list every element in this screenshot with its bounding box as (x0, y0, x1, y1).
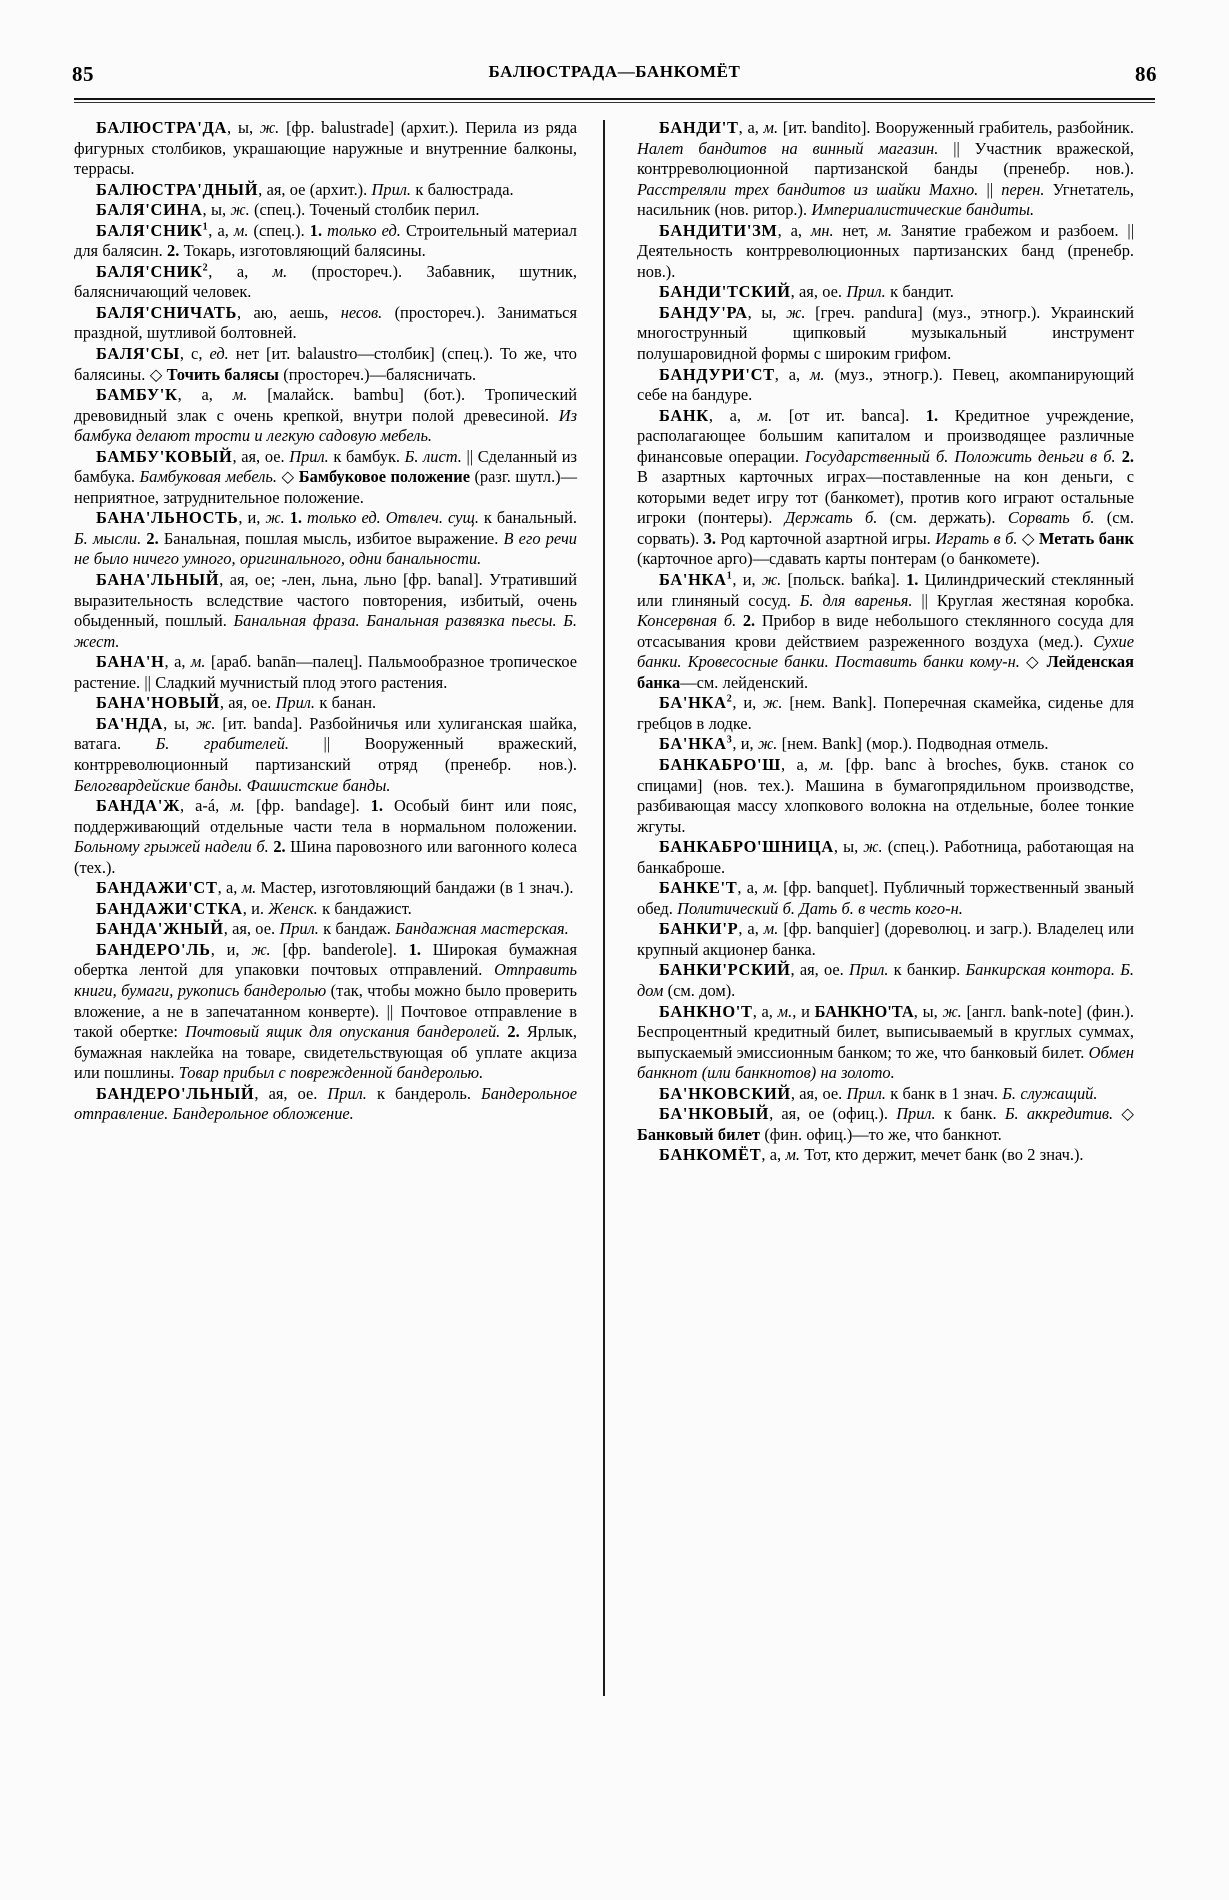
entry-headword: БАМБУ'КОВЫЙ (96, 446, 233, 466)
dictionary-entry (74, 385, 577, 447)
entry-headword: БАЛЯ'СИНА (96, 200, 203, 220)
dictionary-entry (74, 262, 577, 303)
entry-definition: , аю, аешь, несов. (простореч.). Заниматься праздной, шутливой болтовней. (74, 302, 577, 343)
entry-definition: , ая, ое. Прил. к бамбук. Б. лист. || Сделанный из бамбука. Бамбуковая мебель. ◇ Бамбуковое положение (разг. шутл.)—неприятное, затруднительное положение. (74, 446, 578, 507)
entry-definition: , и, ж. 1. только ед. Отвлеч. сущ. к банальный. Б. мысли. 2. Банальная, пошлая мысль, избитое выражение. В его речи не было ничего умного, оригинального, одни банальности. (74, 508, 577, 569)
entry-headword: БАНКИ'РСКИЙ (659, 960, 791, 980)
dictionary-entry (637, 118, 1134, 221)
entry-definition: , а, мн. нет, м. Занятие грабежом и разбоем. || Деятельность контрреволюционных партизанских банд (пренебр. нов.). (637, 220, 1134, 281)
entry-headword: БАНКНО'Т (659, 1001, 753, 1021)
entry-headword: БАНДАЖИ'СТКА (96, 898, 243, 918)
entry-definition: , ы, ж. (спец.). Точеный столбик перил. (202, 200, 480, 220)
dictionary-entry (74, 919, 577, 940)
running-title: БАЛЮСТРАДА—БАНКОМЁТ (488, 62, 741, 81)
entry-headword: БАМБУ'К (96, 385, 178, 405)
entry-definition: , ы, ж. [ит. banda]. Разбойничья или хулиганская шайка, ватага. Б. грабителей. || Вооруженный вражеский, контрреволюционный партизанский отряд (пренебр. нов.). Белогвардейские банды. Фашистские банды. (74, 713, 577, 795)
entry-headword: БАЛЯ'СНИК$^2$ (96, 261, 209, 281)
dictionary-entry (74, 899, 577, 920)
entry-definition: , ая, ое (офиц.). Прил. к банк. Б. аккредитив. ◇ Банковый билет (фин. офиц.)—то же, что банкнот. (637, 1104, 1135, 1144)
entry-headword: БАЛЮСТРА'ДНЫЙ (96, 179, 259, 199)
entry-definition: , и, ж. [нем. Bank] (мор.). Подводная отмель. (732, 734, 1049, 754)
entry-definition: , ая, ое. Прил. к бандаж. Бандажная мастерская. (223, 919, 569, 939)
entry-definition: , и, ж. [фр. banderole]. 1. Широкая бумажная обертка лентой для упаковки почтовых отправлений. Отправить книги, бумаги, рукопись бандеролью (так, чтобы можно было проверить вложение, а не в запечатанном конверте). || Почтовое отправление в такой обертке: Почтовый ящик для опускания бандеролей. 2. Ярлык, бумажная наклейка на товаре, свидетельствующая об уплате акциза или пошлины. Товар прибыл с поврежденной бандеролью. (74, 939, 577, 1083)
entry-definition: , ая, ое. Прил. к банк в 1 знач. Б. служащий. (790, 1083, 1098, 1103)
dictionary-entry (637, 837, 1134, 878)
dictionary-entry (637, 1084, 1134, 1105)
dictionary-entry (637, 282, 1134, 303)
entry-headword: БАНДИТИ'ЗМ (659, 220, 778, 240)
dictionary-entry (637, 406, 1134, 570)
entry-headword: БАЛЯ'СНИК$^1$ (96, 220, 209, 240)
entry-definition: , ы, ж. [фр. balustrade] (архит.). Перила из ряда фигурных столбиков, украшающие наружные и внутренние балконы, террасы. (74, 118, 578, 179)
dictionary-entry (637, 693, 1134, 734)
entry-headword: БА'НКА$^2$ (659, 693, 733, 713)
column-left (74, 118, 593, 1848)
column-right (615, 118, 1134, 1848)
dictionary-entry (74, 796, 577, 878)
entry-headword: БАЛЯ'СНИЧАТЬ (96, 302, 237, 322)
entry-headword: БА'НКОВЫЙ (659, 1104, 770, 1124)
header-rule-thick (74, 98, 1155, 100)
entry-headword: БАНДИ'Т (659, 118, 739, 137)
column-divider (603, 120, 605, 1696)
entry-definition: , а, м. [от ит. banca]. 1. Кредитное учреждение, располагающее большим капиталом и производящее различные финансовые операции. Государственный б. Положить деньги в б. 2. В азартных карточных играх—поставленные на кон деньги, с которыми ведет игру тот (банкомет), против кого играют остальные игроки (понтеры). Держать б. (см. держать). Сорвать б. (см. сорвать). 3. Род карточной азартной игры. Играть в б. ◇ Метать банк (карточное арго)—сдавать карты понтерам (о банкомете). (637, 405, 1134, 569)
dictionary-entry (637, 1002, 1134, 1084)
dictionary-entry (74, 1084, 577, 1125)
dictionary-entry (637, 734, 1134, 755)
entry-headword: БАНКИ'Р (659, 919, 739, 939)
entry-definition: , ая, ое. Прил. к бандит. (790, 282, 954, 302)
header-rule-thin (74, 102, 1155, 103)
entry-headword: БА'НКА$^1$ (659, 570, 733, 590)
dictionary-entry (74, 118, 577, 180)
entry-headword: БА'НКА$^3$ (659, 734, 733, 754)
entry-definition: , ая, ое; -лен, льна, льно [фр. banal]. Утративший выразительность вследствие частого повторения, избитый, очень обыденный, пошлый. Банальная фраза. Банальная развязка пьесы. Б. жест. (74, 570, 577, 651)
dictionary-entry (637, 221, 1134, 283)
entry-definition: , ая, ое. Прил. к банкир. Банкирская контора. Б. дом (см. дом). (637, 960, 1134, 1000)
entry-definition: , а, м. (простореч.). Забавник, шутник, балясничающий человек. (74, 261, 577, 302)
entry-headword: БАНДУРИ'СТ (659, 364, 775, 384)
dictionary-entry (74, 693, 577, 714)
running-head (72, 62, 1157, 92)
entry-headword: БАНДИ'ТСКИЙ (659, 282, 791, 302)
entry-headword: БАНДЕРО'ЛЬ (96, 939, 211, 959)
dictionary-entry (74, 570, 577, 652)
entry-headword: БА'НКОВСКИЙ (659, 1083, 791, 1103)
entry-definition: , и, ж. [польск. bańka]. 1. Цилиндрический стеклянный или глиняный сосуд. Б. для варенья. || Круглая жестяная коробка. Консервная б. 2. Прибор в виде небольшого стеклянного сосуда для отсасывания крови действием разреженного воздуха (мед.). Сухие банки. Кровесосные банки. Поставить банки кому-н. ◇ Лейденская банка—см. лейденский. (637, 570, 1134, 692)
entry-headword: БАНА'ЛЬНЫЙ (96, 570, 220, 590)
entry-headword: БАЛЮСТРА'ДА (96, 118, 228, 137)
entry-headword: БАЛЯ'СЫ (96, 344, 180, 364)
dictionary-entry (74, 652, 577, 693)
entry-headword: БАНДЕРО'ЛЬНЫЙ (96, 1083, 255, 1103)
entry-definition: , а, м. [араб. banān—палец]. Пальмообразное тропическое растение. || Сладкий мучнистый плод этого растения. (74, 652, 577, 692)
header-rule (74, 98, 1155, 104)
entry-headword: БАНКАБРО'ШНИЦА (659, 837, 834, 857)
entry-headword: БАНДА'ЖНЫЙ (96, 919, 224, 939)
entry-headword: БАНА'ЛЬНОСТЬ (96, 508, 239, 528)
entry-definition: , а, м. [ит. bandito]. Вооруженный грабитель, разбойник. Налет бандитов на винный магазин. || Участник вражеской, контрреволюционной партизанской банды (пренебр. нов.). Расстреляли трех бандитов из шайки Махно. || перен. Угнетатель, насильник (нов. ритор.). Империалистические бандиты. (637, 118, 1134, 220)
entry-definition: , ая, ое. Прил. к бандероль. Бандерольное отправление. Бандерольное обложение. (74, 1083, 577, 1124)
entry-headword: БАНА'НОВЫЙ (96, 693, 220, 713)
entry-definition: , а, м. [фр. banc à broches, букв. станок со спицами] (нов. тех.). Машина в бумагопрядильном производстве, разбивающая массу хлопкового волокна на отдельные, более тонкие жгуты. (637, 754, 1135, 836)
folio-right: 86 (1135, 62, 1157, 86)
dictionary-entry (637, 570, 1134, 693)
dictionary-entry (74, 447, 577, 509)
entry-headword: БА'НДА (96, 713, 164, 733)
dictionary-entry (637, 1145, 1134, 1166)
entry-definition: , с, ед. нет [ит. balaustro—столбик] (спец.). То же, что балясины. ◇ Точить балясы (простореч.)—балясничать. (74, 344, 577, 384)
entry-definition: , а, м. Тот, кто держит, мечет банк (во 2 знач.). (761, 1145, 1084, 1165)
dictionary-entry (74, 344, 577, 385)
dictionary-entry (637, 365, 1134, 406)
entry-definition: , а, м. [фр. banquet]. Публичный торжественный званый обед. Политический б. Дать б. в честь кого-н. (637, 878, 1135, 918)
dictionary-entry (74, 508, 577, 570)
entry-definition: , а, м. (муз., этногр.). Певец, акомпанирующий себе на бандуре. (637, 364, 1134, 405)
entry-definition: , и. Женск. к бандажист. (242, 898, 412, 918)
entry-definition: , ая, ое (архит.). Прил. к балюстрада. (258, 179, 514, 199)
entry-headword: БАНДАЖИ'СТ (96, 878, 218, 898)
entry-definition: , а, м., и БАНКНО'ТА, ы, ж. [англ. bank-note] (фин.). Беспроцентный кредитный билет, выписываемый в круглых суммах, выпускаемый эмиссионным банком; то же, что банковый билет. Обмен банкнот (или банкнотов) на золото. (637, 1001, 1134, 1083)
entry-headword: БАНКОМЁТ (659, 1145, 762, 1165)
entry-headword: БАНК (659, 405, 709, 425)
dictionary-entry (74, 303, 577, 344)
entry-definition: , а, м. [фр. banquier] (дореволюц. и загр.). Владелец или крупный акционер банка. (637, 919, 1134, 959)
dictionary-entry (637, 303, 1134, 365)
entry-headword: БАНДА'Ж (96, 796, 180, 816)
dictionary-entry (637, 1104, 1134, 1145)
dictionary-entry (74, 878, 577, 899)
entry-headword: БАНКАБРО'Ш (659, 754, 781, 774)
dictionary-entry (74, 714, 577, 796)
dictionary-entry (74, 221, 577, 262)
dictionary-entry (637, 919, 1134, 960)
entry-definition: , а, м. Мастер, изготовляющий бандажи (в 1 знач.). (217, 878, 574, 898)
folio-left: 85 (72, 62, 94, 86)
entry-definition: , и, ж. [нем. Bank]. Поперечная скамейка, сиденье для гребцов в лодке. (637, 693, 1134, 733)
dictionary-entry (74, 940, 577, 1084)
dictionary-entry (74, 180, 577, 201)
dictionary-entry (637, 960, 1134, 1001)
entry-headword: БАНДУ'РА (659, 302, 748, 322)
entry-definition: , ая, ое. Прил. к банан. (219, 693, 377, 713)
entry-definition: , ы, ж. [греч. pandura] (муз., этногр.). Украинский многострунный щипковый музыкальный инструмент полушаровидной формы с широким грифом. (637, 302, 1134, 364)
entry-definition: , а, м. [малайск. bambu] (бот.). Тропический древовидный злак с очень крепкой, внутри полой древесиной. Из бамбука делают трости и легкую садовую мебель. (74, 385, 577, 446)
entry-definition: , а-á, м. [фр. bandage]. 1. Особый бинт или пояс, поддерживающий отдельные части тела в нормальном положении. Больному грыжей надели б. 2. Шина паровозного или вагонного колеса (тех.). (74, 796, 577, 877)
entry-definition: , а, м. (спец.). 1. только ед. Строительный материал для балясин. 2. Токарь, изготовляющий балясины. (74, 220, 577, 261)
text-columns (74, 118, 1156, 1848)
entry-headword: БАНКЕ'Т (659, 878, 738, 898)
dictionary-entry (637, 755, 1134, 837)
dictionary-entry (74, 200, 577, 221)
dictionary-entry (637, 878, 1134, 919)
entry-headword: БАНА'Н (96, 652, 165, 672)
entry-definition: , ы, ж. (спец.). Работница, работающая на банкаброше. (637, 837, 1134, 877)
